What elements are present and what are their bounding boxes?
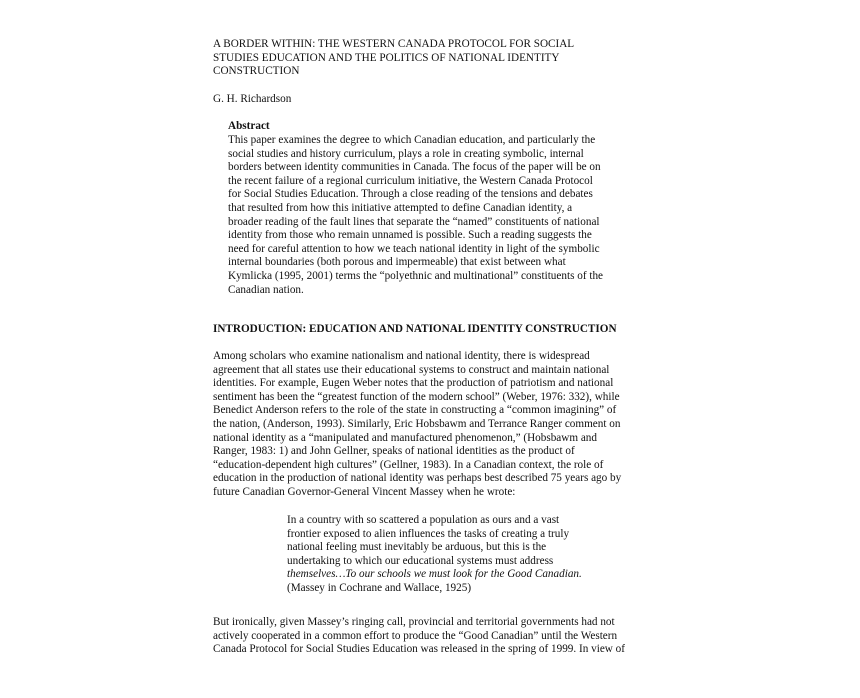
paragraph-line: education in the production of national identity was perhaps best described 75 years ago by bbox=[213, 472, 622, 485]
paragraph-line: identities. For example, Eugen Weber notes that the production of patriotism and national bbox=[213, 377, 614, 390]
abstract-line: that resulted from how this initiative attempted to define Canadian identity, a bbox=[228, 201, 573, 214]
quote-line: In a country with so scattered a population as ours and a vast bbox=[287, 514, 560, 526]
introduction-paragraph bbox=[213, 350, 621, 500]
paragraph-line: Among scholars who examine nationalism and national identity, there is widespread bbox=[213, 350, 590, 362]
abstract-line: social studies and history curriculum, plays a role in creating symbolic, internal bbox=[228, 147, 584, 160]
title-line: STUDIES EDUCATION AND THE POLITICS OF NATIONAL IDENTITY bbox=[213, 51, 560, 64]
paragraph-line: future Canadian Governor-General Vincent Massey when he wrote: bbox=[213, 485, 516, 498]
quote-line: undertaking to which our educational systems must address bbox=[287, 554, 554, 567]
paragraph-line: sentiment has been the “greatest function of the modern school” (Weber, 1976: 332), while bbox=[213, 390, 620, 403]
abstract-line: the recent failure of a regional curriculum initiative, the Western Canada Protocol bbox=[228, 174, 593, 187]
quote-italic-line: themselves…To our schools we must look for the Good Canadian. bbox=[287, 568, 582, 581]
paragraph-line: Ranger, 1983: 1) and John Gellner, speaks of national identities as the product of bbox=[213, 445, 575, 458]
abstract-line: This paper examines the degree to which Canadian education, and particularly the bbox=[228, 134, 596, 146]
quote-citation: (Massey in Cochrane and Wallace, 1925) bbox=[287, 581, 472, 594]
abstract-line: internal boundaries (both porous and impermeable) that exist between what bbox=[228, 256, 566, 269]
author-name: G. H. Richardson bbox=[213, 93, 292, 105]
paragraph-line: “education-dependent high cultures” (Gellner, 1983). In a Canadian context, the role of bbox=[213, 458, 604, 471]
abstract-line: for Social Studies Education. Through a close reading of the tensions and debates bbox=[228, 188, 593, 201]
paragraph-line: Canada Protocol for Social Studies Education was released in the spring of 1999. In view of bbox=[213, 643, 625, 656]
paper-title bbox=[213, 38, 574, 79]
abstract-line: broader reading of the fault lines that separate the “named” constituents of national bbox=[228, 215, 600, 228]
block-quote bbox=[287, 514, 582, 596]
paragraph-line: national identity as a “manipulated and manufactured phenomenon,” (Hobsbawm and bbox=[213, 431, 597, 444]
abstract-line: borders between identity communities in Canada. The focus of the paper will be on bbox=[228, 161, 601, 174]
abstract-body bbox=[228, 134, 603, 297]
paragraph-line: agreement that all states use their educational systems to construct and maintain national bbox=[213, 363, 610, 376]
title-line: CONSTRUCTION bbox=[213, 65, 300, 78]
paragraph-line: Benedict Anderson refers to the role of the state in constructing a “common imagining” of bbox=[213, 404, 617, 417]
quote-line: frontier exposed to alien influences the tasks of creating a truly bbox=[287, 527, 570, 540]
abstract-line: Canadian nation. bbox=[228, 283, 304, 296]
section-heading-introduction: INTRODUCTION: EDUCATION AND NATIONAL IDENTITY CONSTRUCTION bbox=[213, 323, 617, 335]
paragraph-line: the nation, (Anderson, 1993). Similarly, Eric Hobsbawm and Terrance Ranger comment on bbox=[213, 417, 621, 430]
abstract-line: Kymlicka (1995, 2001) terms the “polyethnic and multinational” constituents of the bbox=[228, 269, 604, 282]
paragraph-line: actively cooperated in a common effort to produce the “Good Canadian” until the Western bbox=[213, 629, 618, 642]
title-line: A BORDER WITHIN: THE WESTERN CANADA PROTOCOL FOR SOCIAL bbox=[213, 38, 575, 50]
abstract-line: identity from those who remain unnamed is possible. Such a reading suggests the bbox=[228, 229, 592, 242]
paragraph-line: But ironically, given Massey’s ringing call, provincial and territorial governments had not bbox=[213, 616, 615, 628]
closing-paragraph bbox=[213, 616, 625, 657]
quote-line: national feeling must inevitably be arduous, but this is the bbox=[287, 541, 547, 554]
abstract-heading: Abstract bbox=[228, 120, 270, 132]
abstract-line: need for careful attention to how we teach national identity in light of the symbolic bbox=[228, 242, 600, 255]
